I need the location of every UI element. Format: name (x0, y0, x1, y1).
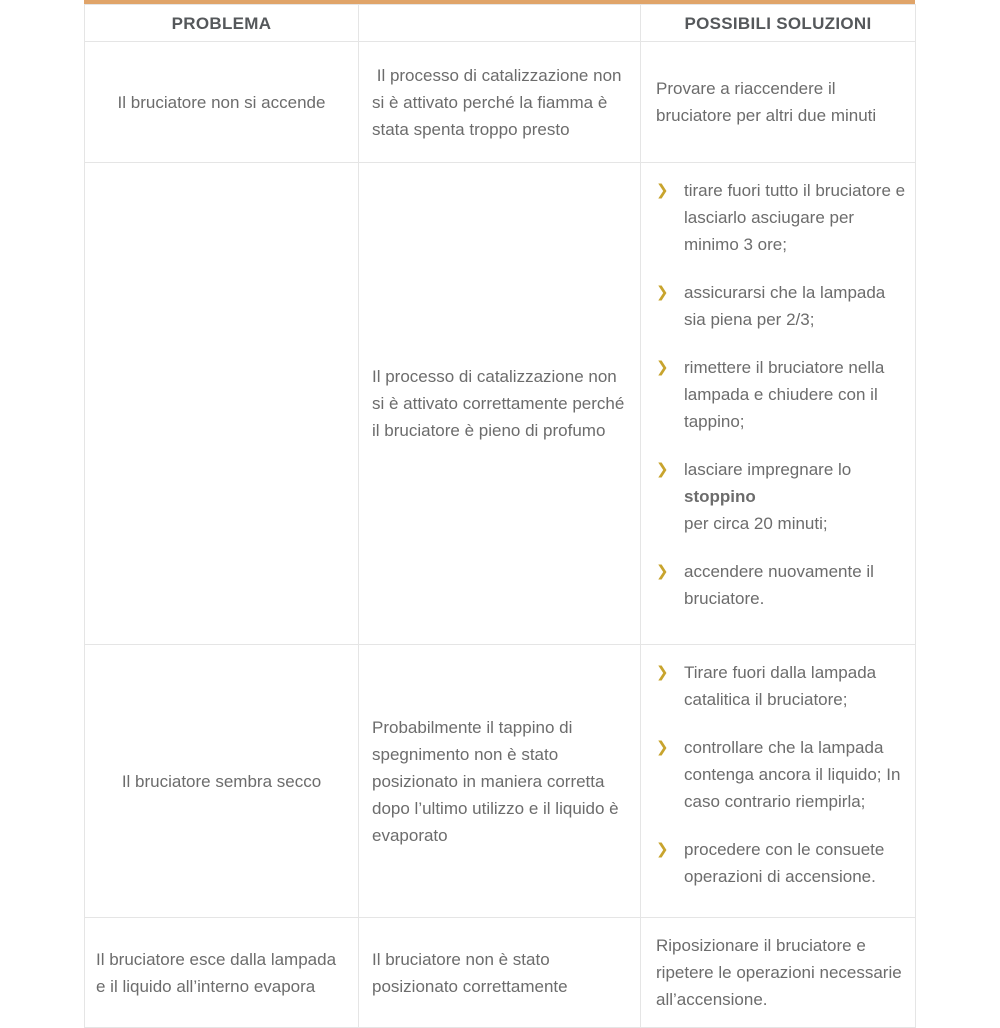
chevron-bullet-icon: ❯ (656, 284, 669, 301)
solution-item (656, 279, 907, 333)
soluzioni-cell (641, 645, 916, 918)
chevron-bullet-icon: ❯ (656, 841, 669, 858)
table-row (85, 42, 916, 163)
chevron-bullet-icon: ❯ (656, 461, 669, 478)
solution-list (656, 177, 907, 612)
problema-cell: Il bruciatore sembra secco (85, 645, 359, 918)
soluzioni-cell: Provare a riaccendere il bruciatore per altri due minuti (641, 42, 916, 163)
solution-item-text: procedere con le consuete operazioni di accensione. (684, 840, 885, 886)
solution-item-text: rimettere il bruciatore nella lampada e chiudere con il tappino; (684, 358, 885, 431)
table-row (85, 918, 916, 1028)
solution-item-text: Tirare fuori dalla lampada catalitica il bruciatore; (684, 663, 877, 709)
chevron-bullet-icon: ❯ (656, 182, 669, 199)
causa-cell: Il processo di catalizzazione non si è attivato perché la fiamma è stata spenta troppo presto (359, 42, 641, 163)
solution-item (656, 734, 907, 815)
solution-item-text: tirare fuori tutto il bruciatore e lasciarlo asciugare per minimo 3 ore; (684, 181, 906, 254)
troubleshooting-table (84, 0, 915, 1028)
problema-cell: Il bruciatore non si accende (85, 42, 359, 163)
problems-solutions-table (84, 4, 916, 1028)
header-problema: PROBLEMA (85, 5, 359, 42)
solution-item (656, 177, 907, 258)
header-row (85, 5, 916, 42)
chevron-bullet-icon: ❯ (656, 359, 669, 376)
chevron-bullet-icon: ❯ (656, 739, 669, 756)
header-possibili-soluzioni: POSSIBILI SOLUZIONI (641, 5, 916, 42)
solution-item (656, 659, 907, 713)
causa-cell: Il processo di catalizzazione non si è attivato correttamente perché il bruciatore è pieno di profumo (359, 163, 641, 645)
table-body (85, 42, 916, 1028)
table-row (85, 645, 916, 918)
causa-cell: Il bruciatore non è stato posizionato correttamente (359, 918, 641, 1028)
problema-cell (85, 163, 359, 645)
chevron-bullet-icon: ❯ (656, 563, 669, 580)
solution-item-text: assicurarsi che la lampada sia piena per 2/3; (684, 283, 886, 329)
causa-cell: Probabilmente il tappino di spegnimento non è stato posizionato in maniera corretta dopo l’ultimo utilizzo e il liquido è evaporato (359, 645, 641, 918)
solution-item (656, 836, 907, 890)
solution-item (656, 456, 907, 537)
soluzioni-cell: Riposizionare il bruciatore e ripetere le operazioni necessarie all’accensione. (641, 918, 916, 1028)
problema-cell: Il bruciatore esce dalla lampada e il liquido all’interno evapora (85, 918, 359, 1028)
soluzioni-cell (641, 163, 916, 645)
chevron-bullet-icon: ❯ (656, 664, 669, 681)
solution-list (656, 659, 907, 890)
table-row (85, 163, 916, 645)
solution-item (656, 354, 907, 435)
solution-item-text: controllare che la lampada contenga ancora il liquido; In caso contrario riempirla; (684, 738, 901, 811)
solution-item-text: accendere nuovamente il bruciatore. (684, 562, 874, 608)
header-cause (359, 5, 641, 42)
solution-item (656, 558, 907, 612)
solution-item-text: lasciare impregnare lo stoppino per circa 20 minuti; (684, 460, 852, 533)
